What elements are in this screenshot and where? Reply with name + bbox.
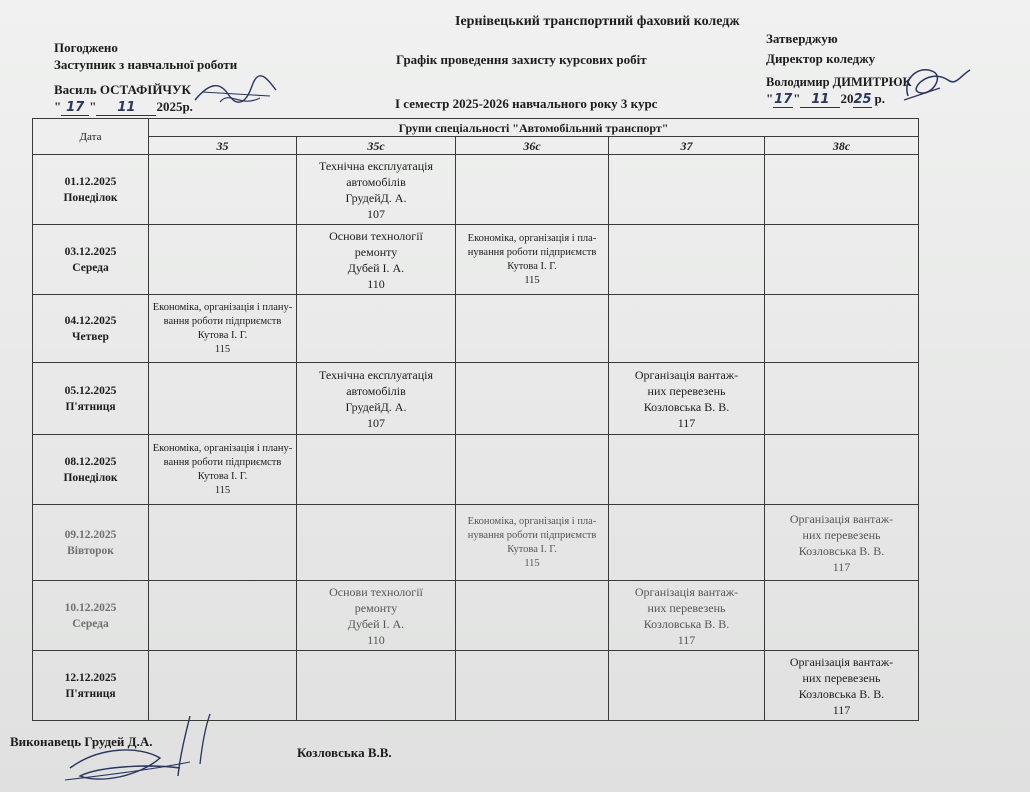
schedule-cell xyxy=(149,225,297,295)
table-row xyxy=(33,435,919,505)
schedule-cell xyxy=(765,435,919,505)
schedule-cell xyxy=(765,581,919,651)
schedule-cell xyxy=(456,225,609,295)
schedule-cell xyxy=(149,155,297,225)
date-value: 03.12.2025 xyxy=(64,245,117,258)
agreed-date-day: 17 xyxy=(61,100,89,116)
approved-date-month: 11 xyxy=(800,92,840,108)
table-row xyxy=(33,225,919,295)
schedule-cell xyxy=(297,505,456,581)
schedule-cell xyxy=(609,225,765,295)
date-value: 10.12.2025 xyxy=(64,601,117,614)
schedule-cell xyxy=(456,155,609,225)
schedule-cell xyxy=(297,581,456,651)
table-row xyxy=(33,581,919,651)
date-column-header: Дата xyxy=(33,119,149,155)
day-of-week: Четвер xyxy=(72,330,109,343)
schedule-cell xyxy=(765,363,919,435)
approved-date: "17" 11 2025 р. xyxy=(766,91,886,107)
schedule-cell xyxy=(456,651,609,721)
schedule-cell xyxy=(297,155,456,225)
date-value: 12.12.2025 xyxy=(64,671,117,684)
date-cell xyxy=(33,435,149,505)
signature-ostafiichuk-icon xyxy=(190,72,280,112)
date-value: 04.12.2025 xyxy=(64,314,117,327)
schedule-cell xyxy=(609,295,765,363)
agreed-date-year: 2025р. xyxy=(156,99,193,114)
schedule-cell xyxy=(149,295,297,363)
day-of-week: Вівторок xyxy=(67,544,114,557)
schedule-cell xyxy=(456,295,609,363)
schedule-cell xyxy=(149,581,297,651)
executor-second: Козловська В.В. xyxy=(297,745,392,760)
course-entry: Економіка, організація і пла- нування роботи підприємств Кутова І. Г. 115 xyxy=(467,232,597,286)
group-column-header: 35 xyxy=(149,137,297,155)
schedule-cell xyxy=(149,435,297,505)
table-row xyxy=(33,363,919,435)
day-of-week: Понеділок xyxy=(63,191,118,204)
table-row xyxy=(33,295,919,363)
schedule-cell xyxy=(297,651,456,721)
schedule-cell xyxy=(765,225,919,295)
group-column-header: 37 xyxy=(609,137,765,155)
group-column-header: 35с xyxy=(297,137,456,155)
agreed-position: Заступник з навчальної роботи xyxy=(54,57,238,72)
date-value: 01.12.2025 xyxy=(64,175,117,188)
schedule-table xyxy=(32,118,919,721)
approved-name: Володимир ДИМИТРЮК xyxy=(766,75,912,89)
agreed-title: Погоджено xyxy=(54,40,118,55)
date-cell xyxy=(33,363,149,435)
schedule-cell xyxy=(609,363,765,435)
agreed-date-quote: " xyxy=(54,99,62,114)
approved-date-year: 25 xyxy=(853,92,872,107)
date-cell xyxy=(33,155,149,225)
date-cell xyxy=(33,581,149,651)
course-entry: Організація вантаж- них перевезень Козловська В. В. 117 xyxy=(789,511,894,574)
schedule-cell xyxy=(149,651,297,721)
schedule-cell xyxy=(765,295,919,363)
course-entry: Основи технології ремонту Дубей І. А. 110 xyxy=(329,584,423,647)
schedule-cell xyxy=(609,651,765,721)
day-of-week: П'ятниця xyxy=(65,687,116,700)
schedule-cell xyxy=(765,651,919,721)
course-entry: Економіка, організація і плану- вання роботи підприємств Кутова І. Г. 115 xyxy=(152,301,293,355)
day-of-week: Понеділок xyxy=(63,471,118,484)
date-cell xyxy=(33,505,149,581)
agreed-date-month: 11 xyxy=(96,100,156,116)
table-row xyxy=(33,155,919,225)
schedule-cell xyxy=(149,363,297,435)
approved-position: Директор коледжу xyxy=(766,51,876,66)
group-column-header: 36с xyxy=(456,137,609,155)
document-title: Графік проведення захисту курсових робіт xyxy=(396,52,647,67)
course-entry: Організація вантаж- них перевезень Козловська В. В. 117 xyxy=(789,654,894,717)
course-entry: Основи технології ремонту Дубей І. А. 110 xyxy=(329,228,423,291)
schedule-cell xyxy=(456,581,609,651)
schedule-cell xyxy=(297,295,456,363)
group-header: Групи спеціальності "Автомобільний транспорт" xyxy=(149,119,919,137)
college-name: Іернівецький транспортний фаховий коледж xyxy=(455,14,740,29)
schedule-cell xyxy=(765,505,919,581)
schedule-cell xyxy=(297,225,456,295)
schedule-cell xyxy=(765,155,919,225)
table-row xyxy=(33,505,919,581)
approved-title: Затверджую xyxy=(766,31,838,46)
course-entry: Технічна експлуатація автомобілів ГрудейД. А. 107 xyxy=(318,158,434,221)
agreed-name: Василь ОСТАФІЙЧУК xyxy=(54,82,191,97)
day-of-week: Середа xyxy=(72,261,109,274)
course-entry: Економіка, організація і плану- вання роботи підприємств Кутова І. Г. 115 xyxy=(152,442,293,496)
date-value: 05.12.2025 xyxy=(64,384,117,397)
schedule-cell xyxy=(297,435,456,505)
approved-date-suffix: р. xyxy=(874,91,886,106)
course-entry: Економіка, організація і пла- нування роботи підприємств Кутова І. Г. 115 xyxy=(467,515,597,569)
approved-date-year-prefix: 20 xyxy=(840,91,854,106)
day-of-week: П'ятниця xyxy=(65,400,116,413)
schedule-cell xyxy=(609,505,765,581)
signature-dymytriuk-icon xyxy=(900,58,975,106)
schedule-cell xyxy=(456,505,609,581)
date-value: 08.12.2025 xyxy=(64,455,117,468)
schedule-cell xyxy=(609,581,765,651)
course-entry: Організація вантаж- них перевезень Козловська В. В. 117 xyxy=(634,367,739,430)
date-cell xyxy=(33,295,149,363)
course-entry: Організація вантаж- них перевезень Козловська В. В. 117 xyxy=(634,584,739,647)
date-cell xyxy=(33,651,149,721)
group-column-header: 38с xyxy=(765,137,919,155)
date-value: 09.12.2025 xyxy=(64,528,117,541)
day-of-week: Середа xyxy=(72,617,109,630)
executor-label: Виконавець Грудей Д.А. xyxy=(10,734,153,749)
schedule-cell xyxy=(609,435,765,505)
schedule-cell xyxy=(297,363,456,435)
date-cell xyxy=(33,225,149,295)
course-entry: Технічна експлуатація автомобілів ГрудейД. А. 107 xyxy=(318,367,434,430)
semester-info: І семестр 2025-2026 навчального року 3 курс xyxy=(395,96,658,111)
schedule-cell xyxy=(149,505,297,581)
table-row xyxy=(33,651,919,721)
approved-date-day: 17 xyxy=(774,92,793,107)
schedule-cell xyxy=(609,155,765,225)
schedule-cell xyxy=(456,435,609,505)
schedule-cell xyxy=(456,363,609,435)
agreed-date: " 17 " 11 2025р. xyxy=(54,99,193,115)
